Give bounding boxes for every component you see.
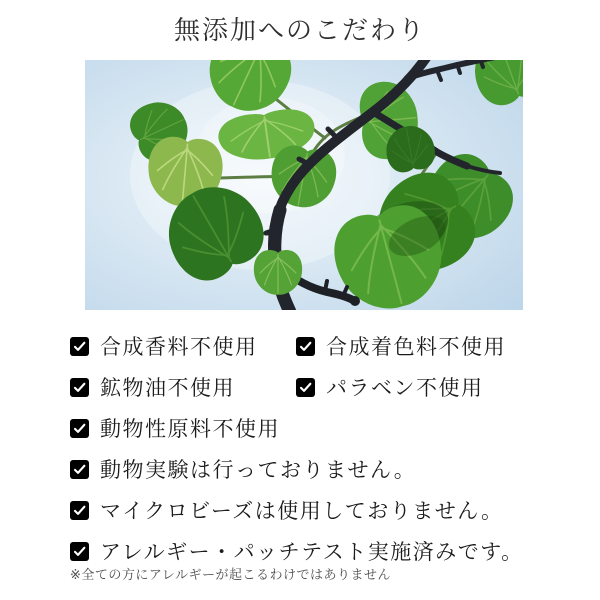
footnote: ※全ての方にアレルギーが起こるわけではありません — [70, 567, 392, 582]
checklist — [70, 334, 524, 580]
check-item-microbeads — [70, 498, 504, 522]
check-row — [70, 375, 524, 399]
checked-checkbox-icon — [70, 419, 89, 438]
check-item-label: 鉱物油不使用 — [100, 376, 235, 400]
checked-checkbox-icon — [296, 378, 315, 397]
check-row — [70, 457, 524, 481]
check-row — [70, 416, 524, 440]
page-title: 無添加へのこだわり — [173, 16, 426, 45]
checked-checkbox-icon — [70, 460, 89, 479]
check-item-animal-ingredients — [70, 416, 280, 440]
checked-checkbox-icon — [70, 542, 89, 561]
check-item-label: 動物実験は行っておりません。 — [100, 458, 417, 482]
check-item-label: 動物性原料不使用 — [100, 417, 280, 441]
check-row — [70, 334, 524, 358]
check-item-allergy-patch-test — [70, 539, 524, 563]
checked-checkbox-icon — [70, 501, 89, 520]
check-item-label: アレルギー・パッチテスト実施済みです。 — [100, 540, 524, 564]
check-item-label: パラベン不使用 — [326, 376, 484, 400]
leaves-photo-illustration — [85, 60, 523, 310]
checked-checkbox-icon — [296, 337, 315, 356]
check-item-animal-testing — [70, 457, 416, 481]
leaves-photo — [85, 60, 523, 310]
check-item-synthetic-fragrance — [70, 334, 296, 358]
check-item-mineral-oil — [70, 375, 296, 399]
check-item-synthetic-colorant — [296, 334, 506, 358]
checked-checkbox-icon — [70, 337, 89, 356]
check-item-paraben — [296, 375, 484, 399]
check-row — [70, 498, 524, 522]
check-item-label: 合成香料不使用 — [100, 335, 258, 359]
check-item-label: マイクロビーズは使用しておりません。 — [100, 499, 504, 523]
check-row — [70, 539, 524, 563]
checked-checkbox-icon — [70, 378, 89, 397]
check-item-label: 合成着色料不使用 — [326, 335, 506, 359]
